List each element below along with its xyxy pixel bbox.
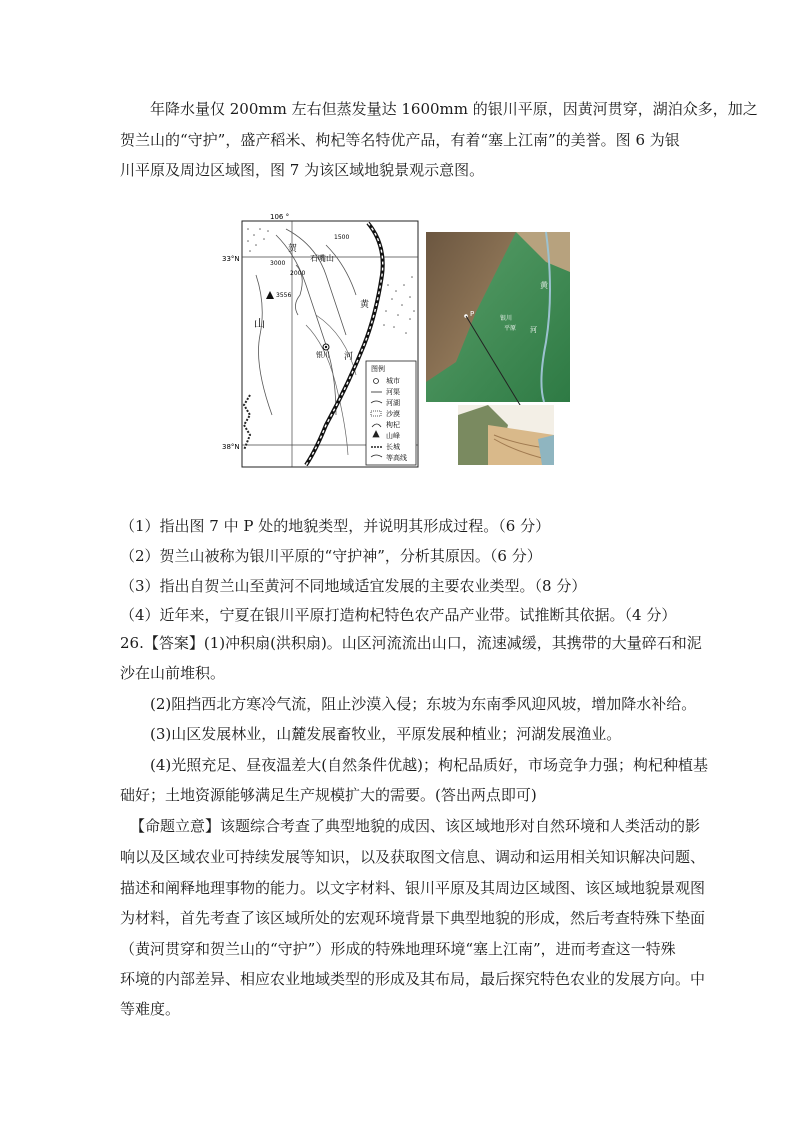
analysis-line-2: 响以及区域农业可持续发展等知识，以及获取图文信息、调动和运用相关知识解决问题、 [120, 848, 706, 866]
landform-photo [426, 232, 570, 402]
contour-label-2000: 2000 [290, 270, 306, 277]
alluvial-fan-inset [458, 405, 554, 465]
legend-title: 图例 [371, 365, 385, 373]
answer-2: (2)阻挡西北方寒冷气流，阻止沙漠入侵；东坡为东南季风迎风坡，增加降水补给。 [150, 695, 697, 713]
yinchuan-label: 银川 [316, 351, 330, 359]
latitude-label-bottom: 38°N [222, 443, 240, 451]
intro-line-1: 年降水量仅 200mm 左右但蒸发量达 1600mm 的银川平原，因黄河贯穿，湖泊众多，加之 [150, 100, 758, 118]
photo-label-pingyuan: 平原 [504, 325, 517, 332]
photo-label-p: P [470, 310, 475, 318]
figure-area [222, 213, 576, 471]
question-4: （4）近年来，宁夏在银川平原打造枸杞特色农产品产业带。试推断其依据。（4 分） [120, 606, 677, 624]
photo-label-huang: 黄 [540, 281, 548, 290]
legend-item-contour: 等高线 [386, 454, 407, 462]
photo-label-yinchuan: 银川 [500, 315, 513, 322]
analysis-line-5: （黄河贯穿和贺兰山的“守护”）形成的特殊地理环境“塞上江南”，进而考查这一特殊 [120, 940, 676, 958]
legend-item-peak: 山峰 [386, 432, 400, 440]
answer-4-line-2: 础好；土地资源能够满足生产规模扩大的需要。(答出两点即可) [120, 786, 537, 804]
intro-line-3: 川平原及周边区域图，图 7 为该区域地貌景观示意图。 [120, 161, 485, 179]
legend-item-goji: 枸杞 [386, 421, 400, 429]
yinchuan-map [222, 213, 422, 470]
contour-label-3000: 3000 [270, 260, 286, 267]
label-shan: 山 [254, 317, 265, 330]
legend-item-river: 河湖 [386, 399, 400, 407]
answer-1-line-1: 26.【答案】(1)冲积扇(洪积扇)。山区河流流出山口，流速减缓，其携带的大量碎石和泥 [120, 634, 702, 652]
analysis-line-1: 【命题立意】该题综合考查了典型地貌的成因、该区域地形对自然环境和人类活动的影 [130, 817, 701, 835]
question-3: （3）指出自贺兰山至黄河不同地域适宜发展的主要农业类型。（8 分） [120, 577, 587, 595]
legend-item-city: 城市 [386, 377, 400, 385]
answer-4-line-1: (4)光照充足、昼夜温差大(自然条件优越)；枸杞品质好，市场竞争力强；枸杞种植基 [150, 756, 708, 774]
legend-item-canal: 河渠 [386, 388, 400, 396]
contour-label-1500: 1500 [334, 234, 350, 241]
question-1: （1）指出图 7 中 P 处的地貌类型，并说明其形成过程。（6 分） [120, 517, 551, 535]
question-2: （2）贺兰山被称为银川平原的“守护神”，分析其原因。（6 分） [120, 547, 542, 565]
label-river-he: 河 [344, 352, 354, 362]
photo-label-he: 河 [530, 326, 537, 334]
shizuishan-label: 石嘴山 [310, 254, 334, 263]
legend-item-wall: 长城 [386, 443, 400, 451]
peak-elevation: 3556 [276, 292, 292, 299]
legend-item-desert: 沙漠 [386, 410, 400, 418]
intro-line-2: 贺兰山的“守护”，盛产稻米、枸杞等名特优产品，有着“塞上江南”的美誉。图 6 为银 [120, 131, 680, 149]
analysis-line-7: 等难度。 [120, 1000, 181, 1018]
latitude-label-top: 33°N [222, 255, 240, 263]
answer-1-line-2: 沙在山前堆积。 [120, 664, 226, 682]
label-huang: 黄 [360, 300, 370, 310]
longitude-label: 106 ° [270, 213, 290, 221]
analysis-line-4: 为材料，首先考查了该区域所处的宏观环境背景下典型地貌的形成，然后考查特殊下垫面 [120, 909, 706, 927]
analysis-line-6: 环境的内部差异、相应农业地域类型的形成及其布局，最后探究特色农业的发展方向。中 [120, 970, 706, 988]
label-he: 贺 [288, 244, 298, 254]
answer-3: (3)山区发展林业，山麓发展畜牧业，平原发展种植业；河湖发展渔业。 [150, 725, 622, 743]
analysis-line-3: 描述和阐释地理事物的能力。以文字材料、银川平原及其周边区域图、该区域地貌景观图 [120, 879, 706, 897]
